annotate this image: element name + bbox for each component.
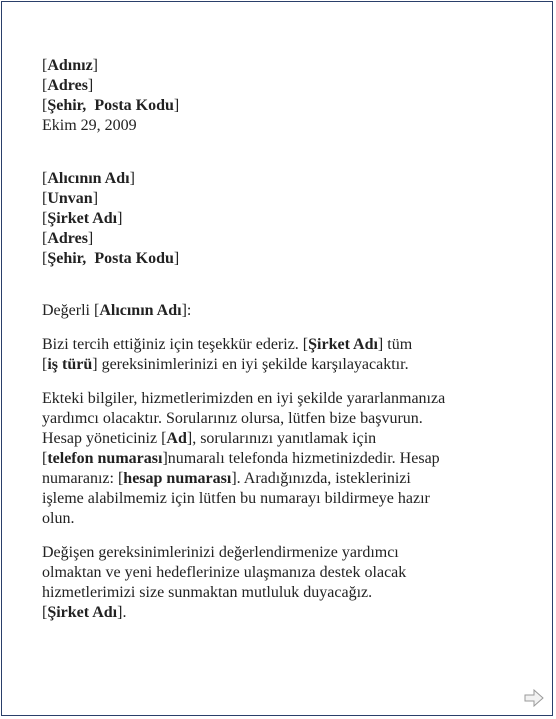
business-type[interactable]: iş türü: [47, 356, 93, 373]
intro-company-name[interactable]: Şirket Adı: [308, 336, 378, 353]
paragraph-closing: Değişen gereksinimlerinizi değerlendirmenize yardımcı olmaktan ve yeni hedeflerinize ulaşmanıza destek olacak hizmetlerimizi size sunmaktan mutluluk duyacağız. [Şirket Adı].: [42, 544, 407, 621]
greeting: Değerli [Alıcının Adı]:: [42, 302, 192, 319]
account-manager-name[interactable]: Ad: [166, 430, 187, 447]
paragraph-info: Ekteki bilgiler, hizmetlerimizden en iyi şekilde yararlanmanıza yardımcı olacaktır. Sorularınız olursa, lütfen bize başvurun. Hesap yöneticiniz [Ad], sorularınızı yanıtlamak için [telefon numarası]numaralı telefonda hizmetinizdedir. Hesap numaranız: [hesap numarası]. Aradığınızda, isteklerinizi işleme alabilmemiz için lütfen bu numarayı bildirmeye hazır olun.: [42, 390, 446, 527]
recipient-city[interactable]: Şehir,: [47, 250, 87, 267]
sender-postal-code[interactable]: Posta Kodu: [94, 97, 174, 114]
sender-block: [Adınız] [Adres] [Şehir, Posta Kodu] Ekim 29, 2009: [42, 56, 512, 136]
closing-company-name[interactable]: Şirket Adı: [47, 604, 118, 621]
recipient-name[interactable]: Alıcının Adı: [47, 170, 130, 187]
recipient-address[interactable]: Adres: [47, 230, 88, 247]
letter-body: [42, 56, 512, 623]
paragraph-intro: Bizi tercih ettiğiniz için teşekkür ederiz. [Şirket Adı] tüm [iş türü] gereksinimlerinizi en iyi şekilde karşılayacaktır.: [42, 336, 413, 373]
greeting-recipient-name[interactable]: Alıcının Adı: [99, 302, 182, 319]
recipient-postal-code[interactable]: Posta Kodu: [94, 250, 174, 267]
sender-name[interactable]: Adınız: [47, 57, 93, 74]
account-number[interactable]: hesap numarası: [123, 470, 232, 487]
letter-page: [1, 1, 553, 716]
letter-date[interactable]: Ekim 29, 2009: [42, 117, 137, 134]
sender-city[interactable]: Şehir,: [47, 97, 87, 114]
sender-address[interactable]: Adres: [47, 77, 88, 94]
next-page-arrow-icon[interactable]: [524, 689, 544, 707]
recipient-block: [Alıcının Adı] [Unvan] [Şirket Adı] [Adres] [Şehir, Posta Kodu]: [42, 170, 180, 267]
recipient-company[interactable]: Şirket Adı: [47, 210, 118, 227]
recipient-title[interactable]: Unvan: [47, 190, 93, 207]
phone-number[interactable]: telefon numarası: [47, 450, 163, 467]
